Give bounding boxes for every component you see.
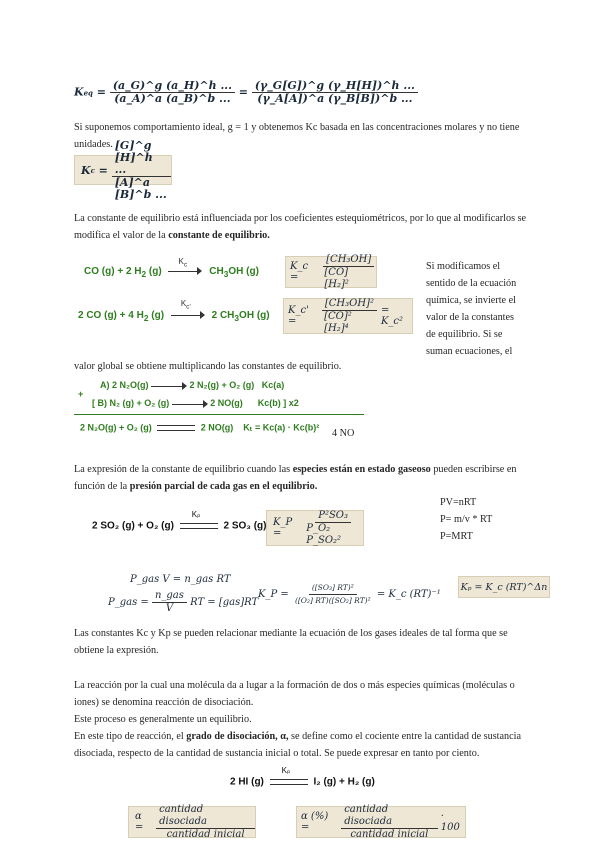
p8-pre: En este tipo de reacción, el (74, 731, 187, 742)
kc-den: [A]^a [B]^b ... (114, 175, 167, 201)
pgas-rhs: RT = [gas]RT (190, 597, 259, 608)
r1-kc-num: [CH₃OH] (323, 254, 374, 267)
r2-right-sub: 3 (234, 313, 240, 323)
hi-reaction (230, 766, 375, 788)
hi-left: 2 HI (g) (230, 776, 264, 788)
keq-frac2-den: (γ_A[A])^a (γ_B[B])^b ... (257, 92, 413, 105)
pgas-num: n_gas (152, 590, 187, 603)
r1-right: CH (209, 266, 224, 277)
paragraph-stoich (74, 210, 529, 244)
row-a-left: A) 2 N₂O(g) (100, 380, 149, 390)
p4-pre: La expresión de la constante de equilibrio cuando las (74, 464, 293, 475)
r2-right: 2 CH (211, 310, 235, 321)
alpha1-num: cantidad disociada (156, 804, 255, 829)
pgas-den: V (165, 603, 174, 614)
paragraph-alpha (74, 728, 529, 762)
keq-frac1-num: (a_G)^g (a_H)^h ... (110, 80, 235, 93)
keq-frac1-den: (a_A)^a (a_B)^b ... (114, 92, 231, 105)
total-right: 2 NO(g) (200, 422, 234, 433)
arrow-icon (171, 299, 205, 320)
paragraph-multiply: valor global se obtiene multiplicando las constantes de equilibrio. (74, 361, 342, 372)
kp-box-text: Kₚ = K_c (RT)^Δn (460, 581, 548, 593)
keq-formula: Keq = $\frac{(a\_G)\^{}g (a\_H)\^{}h ...}{(a\_A)\^{}a (a\_B)\^{}b ...}$ = $\frac{(\gamma\_G[G])\^{}g (\gamma\_H[H])\^{}h ...}{(\gamma\_A[A])\^{}a (\gamma\_B[B])\^{}b ...}$ (74, 80, 418, 105)
equilibrium-arrow-icon (157, 422, 195, 434)
p4-mid: pueden escribirse en función de la (74, 464, 517, 492)
r2-kc-rhs: = K_c² (380, 305, 404, 327)
so3-reaction (92, 510, 267, 532)
alpha1-lhs: α = (135, 811, 144, 833)
equilibrium-arrow-icon (270, 766, 308, 788)
pgas-lhs: P_gas = (108, 597, 149, 608)
r2-left-tail: (g) (148, 310, 165, 321)
r1-left-tail: (g) (146, 266, 162, 277)
kc-box-r1 (285, 253, 377, 290)
arrow-icon (151, 381, 187, 391)
total-left: 2 N₂O(g) + O₂ (g) (80, 422, 152, 433)
alpha2-lhs: α (%) = (301, 811, 329, 833)
row-a-k: Kc(a) (261, 380, 285, 390)
arrow-icon (168, 257, 202, 276)
alpha2-rhs: · 100 (440, 811, 460, 833)
so3-kp-lhs: K_P = (273, 517, 293, 539)
reaction-2 (78, 299, 270, 323)
sum-total (80, 422, 319, 434)
kp-kc-box (458, 576, 550, 598)
r1-kc-den: [CO] [H₂]² (324, 266, 349, 290)
so3-left: 2 SO₂ (g) + O₂ (g) (92, 520, 174, 532)
r1-k: K (178, 257, 184, 267)
kc-box: K c = $\frac{[G]\^{}g [H]\^{}h ...}{[A]\^{}a [B]\^{}b ...}$ (74, 155, 172, 185)
row-a-mid: 2 N₂(g) + O₂ (g) (189, 380, 255, 390)
equilibrium-arrow-icon (180, 510, 218, 532)
r2-k: K (180, 299, 187, 309)
r2-k-sub: c' (186, 303, 191, 311)
r1-right-sub: 3 (223, 269, 229, 279)
so3-kp-den: P_O₂ P_SO₂² (306, 522, 342, 546)
sum-block (74, 378, 374, 440)
row-b-left: [ B) N₂ (g) + O₂ (g) (92, 398, 170, 408)
paragraph-gas (74, 461, 529, 495)
p2-bold: constante de equilibrio. (168, 230, 270, 241)
so3-kp-num: P²SO₃ (315, 510, 351, 523)
r1-kc-lhs: K_c = (290, 261, 309, 283)
sum-row-a (100, 380, 284, 391)
gas-law-2: P= m/v * RT (440, 514, 493, 525)
kp-kc-relation (258, 582, 441, 607)
alpha2-den: cantidad inicial (350, 828, 429, 840)
side-note: Si modificamos el sentido de la ecuación química, se invierte el valor de la constantes de equilibrio. Si se suman ecuaciones, el (426, 261, 517, 357)
kpkc-lhs: K_P = (258, 589, 289, 600)
p4-bold1: especies están en estado gaseoso (292, 464, 431, 475)
aside-4no: 4 NO (332, 428, 355, 439)
p4-bold2: presión parcial de cada gas en el equilibrio. (129, 481, 318, 492)
p8-post: se define como el cociente entre la cantidad de sustancia disociada, respecto de la cantidad de sustancia inicial o total. Se puede expresar en tanto por ciento. (74, 731, 522, 759)
keq-frac2-num: (γ_G[G])^g (γ_H[H])^h ... (252, 80, 418, 93)
r1-left-sub: 2 (141, 269, 147, 279)
paragraph-dissociation: La reacción por la cual una molécula da a lugar a la formación de dos o más especies químicas (moléculas o iones) se denomina reacción de disociación. (74, 680, 515, 708)
hi-k: Kₚ (281, 766, 291, 775)
row-b-k: Kc(b) ] x2 (257, 398, 299, 408)
kpkc-den: ([O₂] RT)([SO₂] RT)² (294, 596, 371, 605)
gas-law-3: P=MRT (440, 531, 473, 542)
arrow-icon (172, 399, 208, 409)
r2-kc-num: [CH₃OH]² (322, 298, 377, 311)
reaction-1 (84, 257, 259, 279)
sum-divider (74, 414, 364, 415)
alpha-percent-box (296, 803, 466, 840)
r2-right-tail: OH (g) (239, 310, 270, 321)
r2-kc-lhs: K_c' = (288, 305, 309, 327)
row-b-mid: 2 NO(g) (210, 398, 243, 408)
sum-plus: + (78, 389, 84, 399)
r2-kc-den: [CO]² [H₂]⁴ (324, 310, 352, 334)
kpkc-num: ([SO₃] RT)² (309, 582, 357, 595)
sum-row-b (92, 398, 299, 409)
r2-left-sub: 2 (143, 313, 149, 323)
pgas-line2 (108, 590, 258, 615)
paragraph-equilibrium: Este proceso es generalmente un equilibrio. (74, 714, 252, 725)
gas-law-1: PV=nRT (440, 497, 477, 508)
alpha2-num: cantidad disociada (341, 804, 437, 829)
hi-right: I₂ (g) + H₂ (g) (313, 776, 375, 788)
so3-right: 2 SO₃ (g) (223, 520, 267, 532)
r1-right-tail: OH (g) (228, 266, 259, 277)
p8-bold: grado de disociación, α, (186, 731, 289, 742)
paragraph-ideal: Si suponemos comportamiento ideal, g = 1 y obtenemos Kc basada en las concentraciones molares y no tiene unidades. (74, 122, 520, 150)
kc-box-r2 (283, 298, 413, 334)
so3-k: Kₚ (191, 510, 201, 519)
pgas-line1: P_gas V = n_gas RT (130, 574, 231, 585)
kpkc-rhs: = K_c (RT)⁻¹ (376, 589, 441, 600)
r1-k-sub: c (183, 261, 188, 269)
kc-num: [G]^g [H]^h ... (112, 140, 171, 177)
p2-text: La constante de equilibrio está influenciada por los coeficientes estequiométricos, por lo que al modificarlos se modifica el valor de la (74, 213, 527, 241)
r1-left: CO (g) + 2 H (84, 266, 142, 277)
alpha1-den: cantidad inicial (166, 828, 245, 840)
r2-left: 2 CO (g) + 4 H (78, 310, 144, 321)
total-k: Kₜ = Kc(a) · Kc(b)² (243, 422, 320, 433)
paragraph-kc-kp: Las constantes Kc y Kp se pueden relacionar mediante la ecuación de los gases ideales de tal forma que se obtiene la expresión. (74, 628, 508, 656)
alpha-box (128, 803, 256, 840)
kp-box-so3 (266, 510, 364, 546)
